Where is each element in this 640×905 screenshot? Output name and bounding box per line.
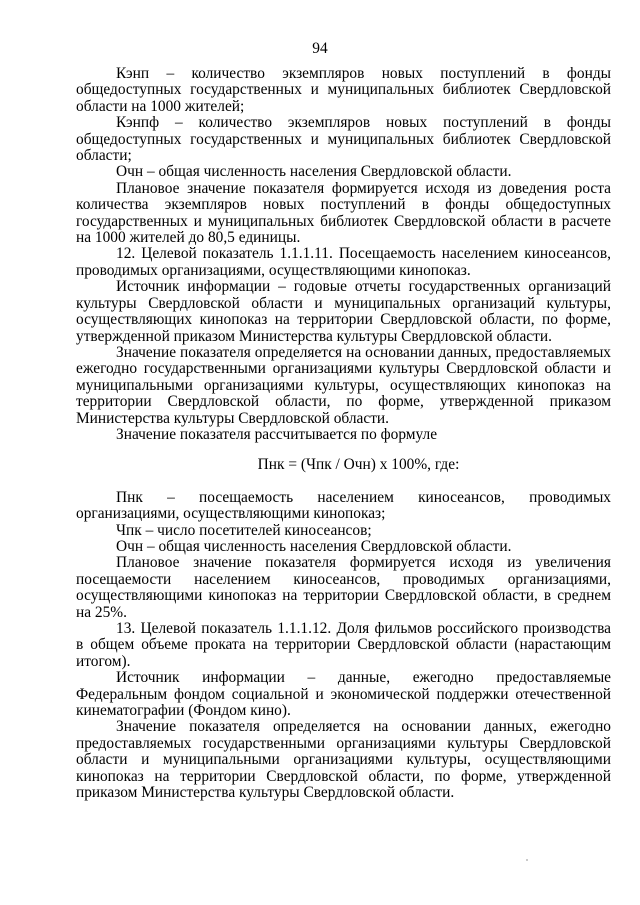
paragraph-value-basis-13: Значение показателя определяется на основании данных, ежегодно предоставляемых государственными организациями культуры Свердловской области и муниципальными организациями культуры, осуществляющими кинопоказ на территории Свердловской области, по форме, утвержденной приказом Министерства культуры Свердловской области. bbox=[76, 718, 611, 802]
paragraph-kenp-definition: Кэнп – количество экземпляров новых поступлений в фонды общедоступных государственных и муниципальных библиотек Свердловской области на 1000 жителей; bbox=[76, 65, 611, 115]
paragraph-ochn-definition: Очн – общая численность населения Свердловской области. bbox=[116, 163, 512, 181]
paragraph-plan-value-cinema: Плановое значение показателя формируется исходя из увеличения посещаемости населением киносеансов, проводимых организациями, осуществляющими кинопоказ на территории Свердловской области, в среднем на 25%. bbox=[76, 554, 611, 621]
paragraph-kenpf-definition: Кэнпф – количество экземпляров новых поступлений в фонды общедоступных государственных и муниципальных библиотек Свердловской области; bbox=[76, 114, 611, 165]
paragraph-indicator-12: 12. Целевой показатель 1.1.1.11. Посещаемость населением киносеансов, проводимых организациями, осуществляющими кинопоказ. bbox=[76, 245, 611, 279]
page-number: 94 bbox=[312, 40, 328, 57]
paragraph-indicator-13: 13. Целевой показатель 1.1.1.12. Доля фильмов российского производства в общем объеме проката на территории Свердловской области (нарастающим итогом). bbox=[76, 620, 611, 670]
paragraph-pnk-definition: Пнк – посещаемость населением киносеансов, проводимых организациями, осуществляющими кинопоказ; bbox=[76, 488, 611, 523]
paragraph-plan-value-library: Плановое значение показателя формируется исходя из доведения роста количества экземпляров новых поступлений в фонды общедоступных государственных и муниципальных библиотек Свердловской области в расчете на 1000 жителей до 80,5 единицы. bbox=[76, 179, 611, 247]
paragraph-value-basis-12: Значение показателя определяется на основании данных, предоставляемых ежегодно государственными организациями культуры Свердловской области и муниципальными организациями культуры, осуществляющих кинопоказ на территории Свердловской области, по форме, утвержденной приказом Министерства культуры Свердловской области. bbox=[76, 343, 611, 427]
paragraph-source-13: Источник информации – данные, ежегодно предоставляемые Федеральным фондом социальной и экономической поддержки отечественной кинематографии (Фондом кино). bbox=[76, 669, 611, 720]
paragraph-chpk-definition: Чпк – число посетителей киносеансов; bbox=[116, 521, 372, 539]
scan-speck bbox=[526, 859, 528, 861]
paragraph-ochn-definition-2: Очн – общая численность населения Свердловской области. bbox=[116, 537, 512, 555]
paragraph-source-12: Источник информации – годовые отчеты государственных организаций культуры Свердловской области и муниципальных организаций культуры, осуществляющих кинопоказ на территории Свердловской области, по форме, утвержденной приказом Министерства культуры Свердловской области. bbox=[76, 278, 611, 345]
formula-pnk: Пнк = (Чпк / Очн) x 100%, где: bbox=[257, 456, 460, 474]
document-body bbox=[76, 66, 611, 801]
paragraph-formula-intro: Значение показателя рассчитывается по формуле bbox=[116, 425, 438, 443]
